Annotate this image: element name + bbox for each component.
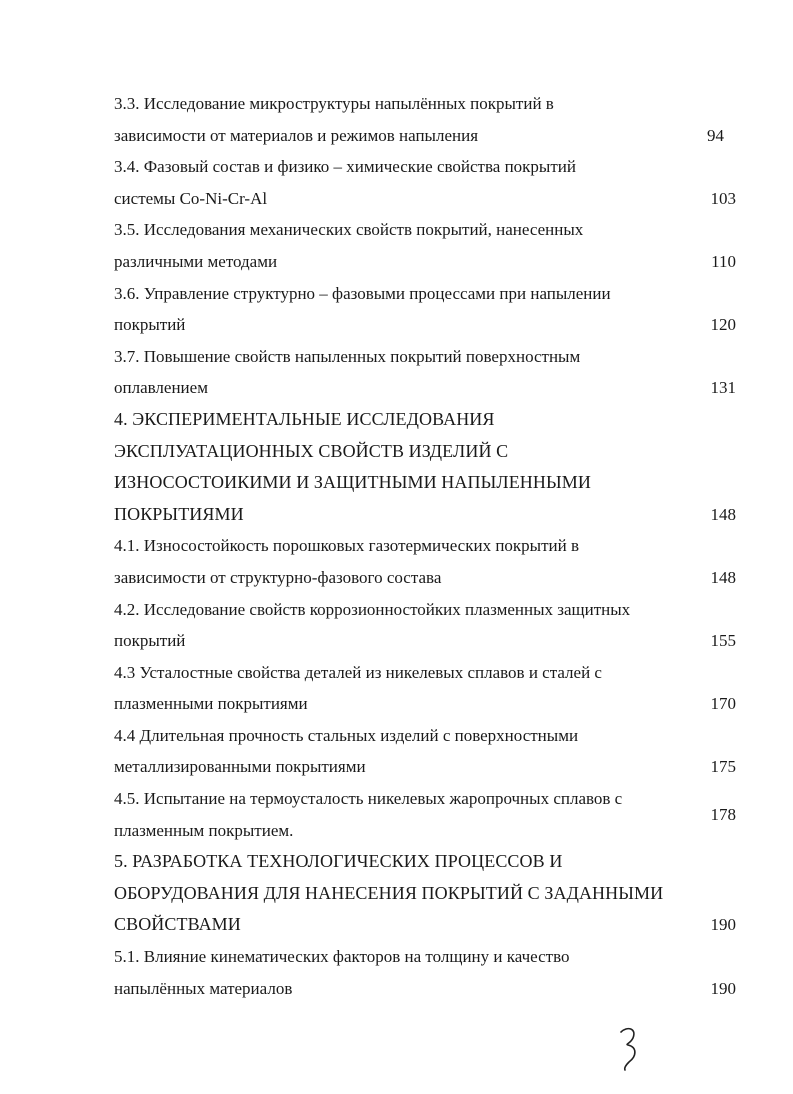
toc-entry-3-5	[114, 214, 740, 277]
toc-page-number: 170	[710, 694, 736, 714]
toc-page-number: 155	[710, 631, 736, 651]
toc-entry-4-1	[114, 530, 740, 593]
toc-chapter-title: 4. ЭКСПЕРИМЕНТАЛЬНЫЕ ИССЛЕДОВАНИЯ	[114, 408, 495, 429]
toc-entry-text: оплавлением	[114, 378, 208, 398]
toc-entry-text: металлизированными покрытиями	[114, 757, 366, 777]
toc-page-number: 190	[710, 978, 736, 998]
toc-chapter-title: 5. РАЗРАБОТКА ТЕХНОЛОГИЧЕСКИХ ПРОЦЕССОВ И	[114, 851, 563, 872]
toc-chapter-5	[114, 846, 740, 941]
toc-entry-text: 3.6. Управление структурно – фазовыми процессами при напылении	[114, 283, 611, 303]
toc-entry-text: напылённых материалов	[114, 978, 293, 998]
toc-page-number: 103	[710, 188, 736, 208]
toc-entry-text: зависимости от материалов и режимов напыления	[114, 125, 479, 145]
toc-entry-4-3	[114, 657, 740, 720]
toc-entry-text: 4.3 Усталостные свойства деталей из никелевых сплавов и сталей с	[114, 662, 602, 682]
toc-entry-text: 3.3. Исследование микроструктуры напылённых покрытий в	[114, 94, 554, 113]
toc-entry-text: 3.4. Фазовый состав и физико – химические свойства покрытий	[114, 157, 576, 177]
toc-chapter-title: ИЗНОСОСТОИКИМИ И ЗАЩИТНЫМИ НАПЫЛЕННЫМИ	[114, 472, 591, 493]
toc-entry-text: 3.7. Повышение свойств напыленных покрытий поверхностным	[114, 346, 581, 366]
toc-entry-text: покрытий	[114, 631, 186, 651]
toc-entry-3-3	[114, 88, 740, 151]
toc-entry-4-5	[114, 783, 740, 846]
table-of-contents	[114, 88, 740, 1004]
toc-entry-text: 4.2. Исследование свойств коррозионностойких плазменных защитных	[114, 599, 631, 619]
toc-page-number: 120	[710, 315, 736, 335]
toc-entry-text: системы Co-Ni-Cr-Al	[114, 188, 268, 208]
toc-entry-text: 5.1. Влияние кинематических факторов на толщину и качество	[114, 947, 570, 967]
toc-chapter-title: СВОЙСТВАМИ	[114, 914, 241, 935]
toc-page-number: 148	[710, 504, 736, 524]
toc-page-number: 131	[710, 378, 736, 398]
toc-entry-text: зависимости от структурно-фазового состава	[114, 567, 442, 587]
toc-entry-3-6	[114, 278, 740, 341]
toc-entry-4-2	[114, 594, 740, 657]
toc-entry-5-1	[114, 941, 740, 1004]
toc-page-number: 175	[710, 757, 736, 777]
toc-entry-text: 3.5. Исследования механических свойств покрытий, нанесенных	[114, 220, 584, 240]
toc-entry-3-7	[114, 341, 740, 404]
toc-entry-4-4	[114, 720, 740, 783]
toc-page-number: 190	[710, 915, 736, 935]
toc-chapter-4	[114, 404, 740, 530]
toc-entry-text: покрытий	[114, 315, 186, 335]
toc-entry-text: плазменными покрытиями	[114, 694, 308, 714]
toc-chapter-title: ОБОРУДОВАНИЯ ДЛЯ НАНЕСЕНИЯ ПОКРЫТИЙ С ЗАДАННЫМИ	[114, 882, 664, 903]
toc-page-number: 94	[707, 125, 724, 145]
toc-entry-text: 4.5. Испытание на термоусталость никелевых жаропрочных сплавов с	[114, 789, 623, 809]
toc-entry-text: плазменным покрытием.	[114, 820, 294, 840]
handwritten-page-number	[615, 1022, 645, 1072]
toc-entry-text: 4.1. Износостойкость порошковых газотермических покрытий в	[114, 536, 579, 556]
toc-chapter-title: ПОКРЫТИЯМИ	[114, 503, 244, 524]
toc-entry-text: 4.4 Длительная прочность стальных изделий с поверхностными	[114, 725, 579, 745]
toc-chapter-title: ЭКСПЛУАТАЦИОННЫХ СВОЙСТВ ИЗДЕЛИЙ С	[114, 440, 509, 461]
toc-page-number: 110	[711, 251, 736, 271]
toc-page-number: 148	[710, 567, 736, 587]
toc-entry-3-4	[114, 151, 740, 214]
toc-page-number: 178	[710, 804, 736, 824]
toc-entry-text: различными методами	[114, 251, 278, 271]
